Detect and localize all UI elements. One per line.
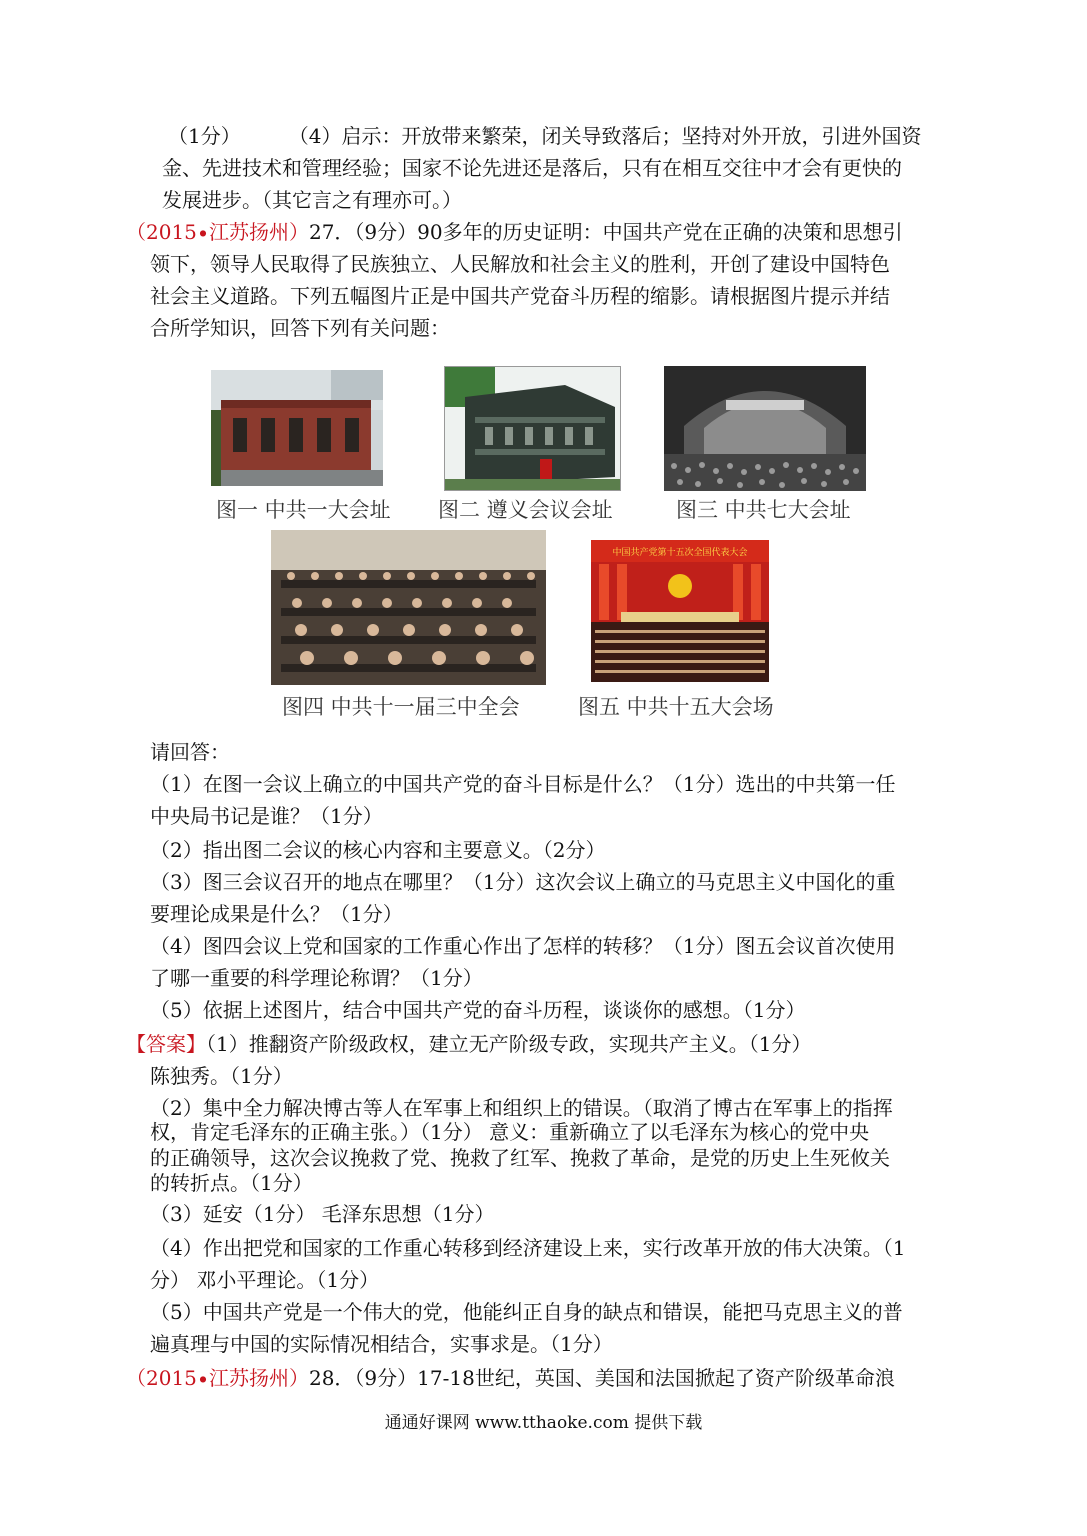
q27-line-1 (126, 220, 903, 246)
q27-line-2: 领下，领导人民取得了民族独立、人民解放和社会主义的胜利，开创了建设中国特色 (150, 252, 890, 276)
fig1-building-image (211, 370, 383, 486)
question-4-line-1: （4）图四会议上党和国家的工作重心作出了怎样的转移？（1分）图五会议首次使用 (150, 934, 896, 958)
prev-answer-line-3: 发展进步。（其它言之有理亦可。） (162, 188, 462, 212)
question-1-line-1: （1）在图一会议上确立的中国共产党的奋斗目标是什么？（1分）选出的中共第一任 (150, 772, 896, 796)
answer-1-text: （1）推翻资产阶级政权，建立无产阶级专政，实现共产主义。（1分） (206, 1032, 812, 1056)
fig3-photo (664, 366, 866, 491)
fig3-caption: 图三 中共七大会址 (676, 498, 851, 522)
question-1-line-2: 中央局书记是谁？（1分） (150, 804, 383, 828)
fig2-photo (444, 366, 621, 491)
question-5: （5）依据上述图片，结合中国共产党的奋斗历程，谈谈你的感想。（1分） (150, 998, 806, 1022)
fig3-hall-image (664, 366, 866, 491)
prev-answer-line-2: 金、先进技术和管理经验；国家不论先进还是落后，只有在相互交往中才会有更快的 (162, 156, 902, 180)
fig4-photo (271, 530, 546, 685)
question-2: （2）指出图二会议的核心内容和主要意义。（2分） (150, 838, 606, 862)
fig2-building-image (445, 367, 620, 490)
prev-answer-score: （1分） (168, 124, 241, 148)
answer-5-line-1: （5）中国共产党是一个伟大的党，他能纠正自身的缺点和错误，能把马克思主义的普 (150, 1300, 903, 1324)
fig4-meeting-image (271, 530, 546, 685)
prev-answer-line-1 (168, 124, 921, 148)
answer-line-1 (126, 1032, 811, 1056)
answer-5-line-2: 遍真理与中国的实际情况相结合，实事求是。（1分） (150, 1332, 613, 1356)
q28-line-1 (126, 1366, 895, 1392)
answer-2-line-4: 的转折点。（1分） (150, 1171, 313, 1195)
q27-line-3: 社会主义道路。下列五幅图片正是中国共产党奋斗历程的缩影。请根据图片提示并结 (150, 284, 890, 308)
q27-source: （2015 ● 江苏扬州） (126, 220, 309, 244)
fig5-banner-text: 中国共产党第十五次全国代表大会 (612, 548, 748, 558)
answer-2-line-1: （2）集中全力解决博古等人在军事上和组织上的错误。（取消了博古在军事上的指挥 (150, 1096, 893, 1120)
question-4-line-2: 了哪一重要的科学理论称谓？（1分） (150, 966, 483, 990)
answer-1-line-2: 陈独秀。（1分） (150, 1064, 293, 1088)
q27-text-1: 27．（9分）90多年的历史证明：中国共产党在正确的决策和思想引 (308, 220, 903, 244)
q28-text-1: 28．（9分）17-18世纪，英国、美国和法国掀起了资产阶级革命浪 (308, 1366, 895, 1390)
fig1-caption: 图一 中共一大会址 (216, 498, 391, 522)
answer-4-line-2: 分） 邓小平理论。（1分） (150, 1268, 380, 1292)
fig2-caption: 图二 遵义会议会址 (438, 498, 613, 522)
fig5-caption: 图五 中共十五大会场 (578, 695, 774, 719)
page-footer: 通通好课网 www.tthaoke.com 提供下载 (384, 1413, 703, 1433)
answer-2-line-3: 的正确领导，这次会议挽救了党、挽救了红军、挽救了革命，是党的历史上生死攸关 (150, 1146, 890, 1170)
fig5-hall-image (591, 540, 769, 682)
answer-3: （3）延安（1分） 毛泽东思想（1分） (150, 1202, 495, 1226)
answer-4-line-1: （4）作出把党和国家的工作重心转移到经济建设上来，实行改革开放的伟大决策。（1 (150, 1236, 906, 1260)
fig5-photo (591, 540, 769, 682)
question-3-line-1: （3）图三会议召开的地点在哪里？（1分）这次会议上确立的马克思主义中国化的重 (150, 870, 896, 894)
prev-answer-text: （4）启示：开放带来繁荣，闭关导致落后；坚持对外开放，引进外国资 (288, 124, 922, 148)
answer-label: 【答案】 (126, 1032, 206, 1056)
question-3-line-2: 要理论成果是什么？（1分） (150, 902, 403, 926)
answer-2-line-2: 权，肯定毛泽东的正确主张。）（1分） 意义：重新确立了以毛泽东为核心的党中央 (150, 1120, 870, 1144)
fig4-caption: 图四 中共十一届三中全会 (282, 695, 520, 719)
questions-intro: 请回答： (150, 740, 230, 764)
fig1-photo (211, 370, 383, 486)
q28-source: （2015 ● 江苏扬州） (126, 1366, 309, 1390)
q27-line-4: 合所学知识，回答下列有关问题： (150, 316, 450, 340)
